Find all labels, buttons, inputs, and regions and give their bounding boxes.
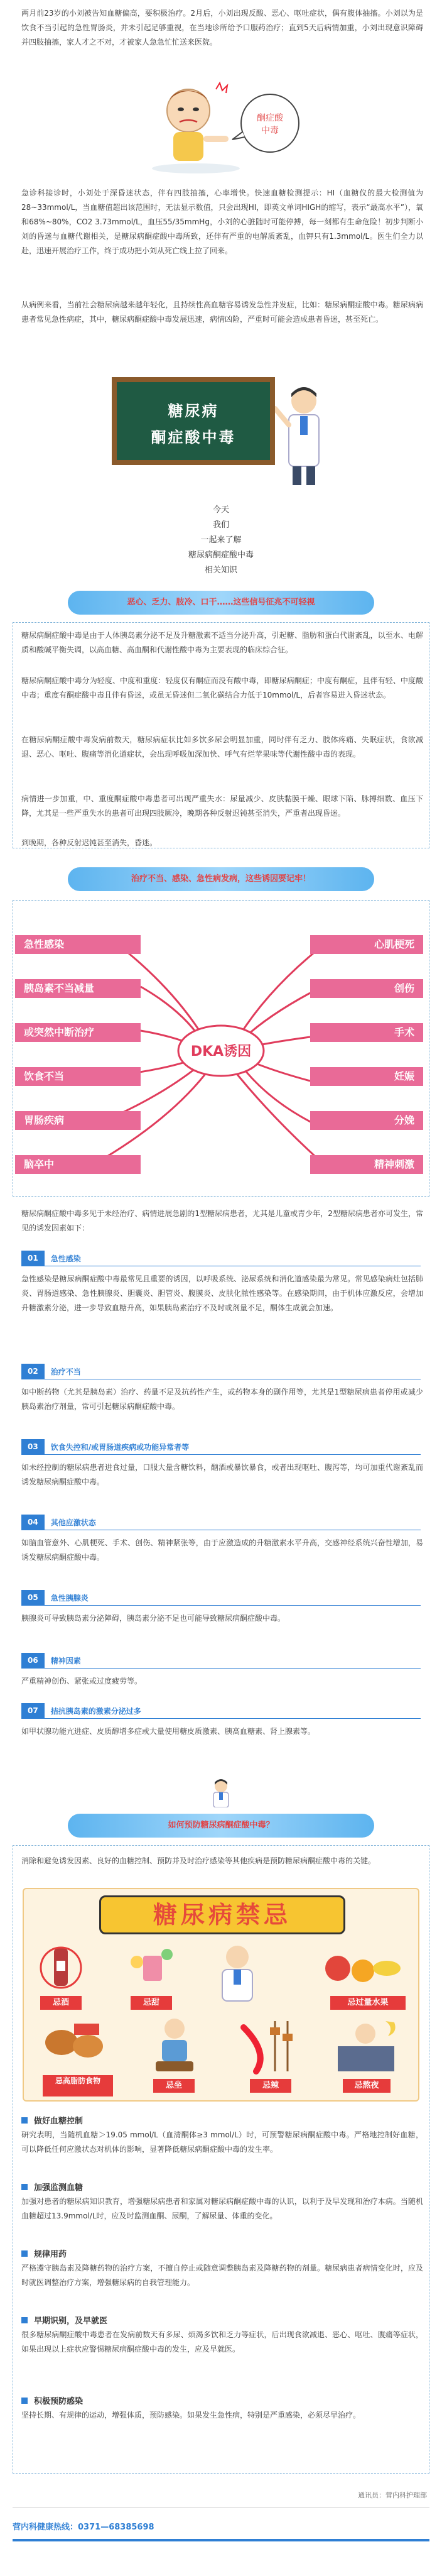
chalkboard-graphic bbox=[105, 371, 337, 490]
banner-warning-signs: 恶心、乏力、肢冷、口干……这些信号征兆不可轻视 bbox=[68, 591, 374, 615]
dka-center-label: DKA诱因 bbox=[190, 1044, 252, 1060]
section-1-paragraph-5: 到晚期，各种反射迟钝甚至消失，昏迷。 bbox=[21, 838, 158, 847]
chalkboard-line-2: 酮症酸中毒 bbox=[151, 429, 236, 446]
prevention-2-body: 加强对患者的糖尿病知识教育，增强糖尿病患者和家属对糖尿病酮症酸中毒的认识，以利于及早发现和治疗本病。当随机血糖超过13.9mmol/L时，应及时监测血酮、尿酮，了解尿量、体重的变化。 bbox=[21, 2197, 423, 2220]
poster-label-stay-up-late: 忌熬夜 bbox=[343, 2079, 391, 2093]
lead-in-3: 一起来了解 bbox=[200, 535, 242, 545]
prevention-2-header: 加强监测血糖 bbox=[21, 2181, 83, 2193]
doctor-small-icon bbox=[210, 1779, 232, 1807]
trigger-01-header: 01 急性感染 bbox=[21, 1251, 81, 1266]
section-1-paragraph-1: 糖尿病酮症酸中毒是由于人体胰岛素分泌不足及升糖激素不适当分泌升高，引起糖、脂肪和蛋白代谢紊乱，以至水、电解质和酸碱平衡失调，以高血糖、高血酮和代谢性酸中毒为主要表现的临床综合征。 bbox=[21, 631, 423, 654]
poster-label-alcohol: 忌酒 bbox=[40, 1996, 82, 2010]
poster-label-excess-fruit: 忌过量水果 bbox=[330, 1996, 406, 2010]
dka-cause-improper-diet: 饮食不当 bbox=[15, 1067, 141, 1086]
trigger-04-header: 04 其他应激状态 bbox=[21, 1515, 96, 1530]
prevention-5-header: 积极预防感染 bbox=[21, 2394, 83, 2406]
dka-cause-stroke: 脑卒中 bbox=[15, 1155, 141, 1174]
lead-in-1: 今天 bbox=[212, 505, 229, 515]
section-2-intro: 糖尿病酮症酸中毒多见于未经治疗、病情进展急剧的1型糖尿病患者，尤其是儿童或青少年，2型糖尿病患者亦可发生，常见的诱发因素如下： bbox=[21, 1209, 423, 1232]
trigger-03-body: 如未经控制的糖尿病患者进食过量，口服大量含糖饮料，酗酒或暴饮暴食，或者出现呕吐、腹泻等，均可加重代谢紊乱而诱发糖尿病酮症酸中毒。 bbox=[21, 1463, 423, 1486]
trigger-02-body: 如中断药物（尤其是胰岛素）治疗、药量不足及抗药性产生，或药物本身的副作用等，尤其是1型糖尿病患者停用或减少胰岛素治疗剂量，常可引起糖尿病酮症酸中毒。 bbox=[21, 1388, 423, 1411]
cartoon-illustration bbox=[138, 74, 304, 177]
section-1-paragraph-4: 病情进一步加重，中、重度酮症酸中毒患者可出现严重失水：尿量减少、皮肤黏膜干燥、眼球下陷、脉搏细数、血压下降，尤其是一些严重失水的患者可出现四肢厥冷，晚期各种反射迟钝甚至消失，严重者出现昏迷。 bbox=[21, 794, 423, 818]
chalkboard bbox=[112, 377, 275, 465]
section-1-paragraph-3: 在糖尿病酮症酸中毒发病前数天，糖尿病症状比如多饮多尿会明显加重，同时伴有乏力、肢体疼痛、失眠症状，食欲减退、恶心、呕吐、腹痛等消化道症状，会出现呼吸加深加快、呼气有烂苹果味等代谢性酸中毒的表现。 bbox=[21, 735, 423, 759]
trigger-05-body: 胰腺炎可导致胰岛素分泌障碍，胰岛素分泌不足也可能导致糖尿病酮症酸中毒。 bbox=[21, 1614, 286, 1623]
lead-in-4: 糖尿病酮症酸中毒 bbox=[188, 551, 254, 560]
prevention-5-body: 坚持长期、有规律的运动，增强体质，预防感染。如果发生急性病，特别是严重感染，必须尽早治疗。 bbox=[21, 2411, 361, 2420]
chili-skewers-icon bbox=[231, 2015, 306, 2078]
dka-cause-treatment-interruption: 或突然中断治疗 bbox=[15, 1023, 141, 1042]
trigger-07-body: 如甲状腺功能亢进症、皮质醇增多症或大量使用糖皮质激素、胰高血糖素、肾上腺素等。 bbox=[21, 1727, 316, 1736]
dka-cause-childbirth: 分娩 bbox=[310, 1111, 423, 1130]
prevention-3-header: 规律用药 bbox=[21, 2247, 67, 2259]
trigger-07-header: 07 拮抗胰岛素的激素分泌过多 bbox=[21, 1703, 141, 1718]
dka-cause-surgery: 手术 bbox=[310, 1023, 423, 1042]
prevention-4-header: 早期识别，及早就医 bbox=[21, 2314, 107, 2326]
trigger-05-header: 05 急性胰腺炎 bbox=[21, 1590, 89, 1605]
trigger-06-header: 06 精神因素 bbox=[21, 1653, 81, 1668]
trigger-04-body: 如脑血管意外、心肌梗死、手术、创伤、精神紧张等，由于应激造成的升糖激素水平升高，交感神经系统兴奋性增加，易诱发糖尿病酮症酸中毒。 bbox=[21, 1538, 423, 1562]
wine-bottle-icon bbox=[33, 1946, 89, 1990]
poster-label-sedentary: 忌坐 bbox=[153, 2079, 195, 2093]
prevention-1-header: 做好血糖控制 bbox=[21, 2114, 83, 2126]
candy-icon bbox=[124, 1943, 181, 1991]
section-1-paragraph-2: 糖尿病酮症酸中毒分为轻度、中度和重度：轻度仅有酮症而没有酸中毒，即糖尿病酮症；中度有酮症，且伴有轻、中度酸中毒；重度有酮症酸中毒且伴有昏迷，或虽无昏迷但二氧化碳结合力低于10mmol/L，后者容易进入昏迷状态。 bbox=[21, 676, 423, 699]
late-night-icon bbox=[325, 2015, 407, 2078]
hotline-label: 营内科健康热线： bbox=[13, 2523, 78, 2532]
dka-cause-myocardial-infarction: 心肌梗死 bbox=[310, 935, 423, 954]
dka-cause-trauma: 创伤 bbox=[310, 979, 423, 998]
doctor-figure-icon bbox=[200, 1943, 275, 2003]
poster-label-spicy: 忌辣 bbox=[250, 2079, 291, 2093]
sitting-person-icon bbox=[137, 2015, 212, 2078]
trigger-06-body: 严重精神创伤、紧张或过度疲劳等。 bbox=[21, 1677, 143, 1685]
intro-paragraph-1: 两月前23岁的小刘被告知血糖偏高，要积极治疗。2月后，小刘出现反酸、恶心、呕吐症状，偶有腹体抽搐。小刘以为是饮食不当引起的急性胃肠炎，并未引起足够重视，在当地诊所给予口服药治疗；直到5天后病情加重，小刘出现意识障碍并四肢抽搐，家人才之不对，才被家人急急忙忙送来医院。 bbox=[21, 9, 423, 47]
sick-person-cartoon bbox=[138, 74, 304, 177]
trigger-03-header: 03 饮食失控和/或胃肠道疾病或功能异常者等 bbox=[21, 1439, 189, 1454]
intro-paragraph-3: 从病例来看，当前社会糖尿病越来越年轻化，且持续性高血糖容易诱发急性并发症，比如：糖尿病酮症酸中毒。糖尿病病患者常见急性病症，其中，糖尿病酮症酸中毒发展迅速，病情凶险，严重时可能会造成患者昏迷，甚至死亡。 bbox=[21, 300, 423, 324]
dka-cause-gi-disease: 胃肠疾病 bbox=[15, 1111, 141, 1130]
dka-cause-acute-infection: 急性感染 bbox=[15, 935, 141, 954]
intro-paragraph-2: 急诊科接诊时，小刘处于深昏迷状态，伴有四肢抽搐，心率增快。快速血糖检测提示：HI（血糖仪的最大检测值为28~33mmol/L，当血糖值超出该范围时，无法显示数值，只会出现HI，即英文单词HIGH的缩写，表示“最高水平”），氧和68%~80%，CO2 3.73mmol/L，血压55/35mmHg，小刘的心脏随时可能停搏，每一刻都有生命危险！初步判断小刘的昏迷与血糖代谢相关，是糖尿病酮症酸中毒所致，还伴有严重的电解质紊乱，血钾只有1.3mmol/L。医生们全力以赴，迅速开展治疗工作，终于成功把小刘从死亡线上拉了回来。 bbox=[21, 189, 423, 255]
lead-in-5: 相关知识 bbox=[204, 566, 237, 575]
dka-cause-mental-stimulation: 精神刺激 bbox=[310, 1155, 423, 1174]
banner-prevention: 如何预防糖尿病酮症酸中毒？ bbox=[68, 1814, 374, 1838]
poster-title: 糖尿病禁忌 bbox=[99, 1895, 345, 1934]
dka-cause-insulin-reduction: 胰岛素不当减量 bbox=[15, 979, 141, 998]
section-3-intro: 消除和避免诱发因素、良好的血糖控制、预防并及时治疗感染等其他疾病是预防糖尿病酮症酸中毒的关键。 bbox=[21, 1856, 376, 1865]
poster-label-sweets: 忌甜 bbox=[131, 1996, 172, 2010]
trigger-02-header: 02 治疗不当 bbox=[21, 1364, 81, 1379]
article-source: 通讯员：营内科护理部 bbox=[358, 2491, 427, 2499]
lead-in-2: 我们 bbox=[212, 520, 229, 530]
trigger-01-body: 急性感染是糖尿病酮症酸中毒最常见且重要的诱因，以呼吸系统、泌尿系统和消化道感染最为常见。常见感染病灶包括肺炎、胃肠道感染、急性胰腺炎、胆囊炎、胆管炎、腹膜炎、皮肤化脓性感染等。在感染期间，由于机体应激反应，会增加升糖激素分泌，进一步导致血糖升高，如果胰岛素治疗不及时或剂量不足，酮体生成就会加速。 bbox=[21, 1274, 423, 1312]
prevention-1-body: 研究表明，当随机血糖＞19.05 mmol/L（血清酮体≥3 mmol/L）时，可预警糖尿病酮症酸中毒。严格地控制好血糖，可以降低任何应激状态对机体的影响，显著降低糖尿病酮症酸中毒的发生率。 bbox=[21, 2130, 423, 2154]
banner-triggers: 治疗不当、感染、急性病发病，这些诱因要记牢！ bbox=[68, 867, 374, 891]
prevention-3-body: 严格遵守胰岛素及降糖药物的治疗方案，不擅自停止或随意调整胰岛素及降糖药物的剂量。糖尿病患者病情变化时，应及时就医调整治疗方案，增强糖尿病的自我管理能力。 bbox=[21, 2264, 423, 2287]
doctor-icon bbox=[275, 383, 332, 489]
diabetes-taboos-poster bbox=[23, 1888, 419, 2102]
poster-label-high-fat: 忌高脂肪食物 bbox=[43, 2075, 113, 2096]
chalkboard-line-1: 糖尿病 bbox=[168, 402, 219, 420]
dka-cause-pregnancy: 妊娠 bbox=[310, 1067, 423, 1086]
fried-chicken-icon bbox=[36, 2017, 112, 2068]
dka-diagram bbox=[15, 911, 427, 1188]
fruit-icon bbox=[319, 1943, 407, 1991]
prevention-4-body: 很多糖尿病酮症酸中毒患者在发病前数天有多尿、烦渴多饮和乏力等症状，后出现食欲减退、恶心、呕吐、腹痛等症状，如果出现以上症状应警惕糖尿病酮症酸中毒的发生，应及早就医。 bbox=[21, 2330, 423, 2354]
svg-text:中毒: 中毒 bbox=[261, 126, 279, 136]
svg-text:酮症酸: 酮症酸 bbox=[257, 113, 283, 123]
health-hotline bbox=[13, 2520, 154, 2532]
hotline-number[interactable]: 0371—68385698 bbox=[78, 2523, 154, 2532]
